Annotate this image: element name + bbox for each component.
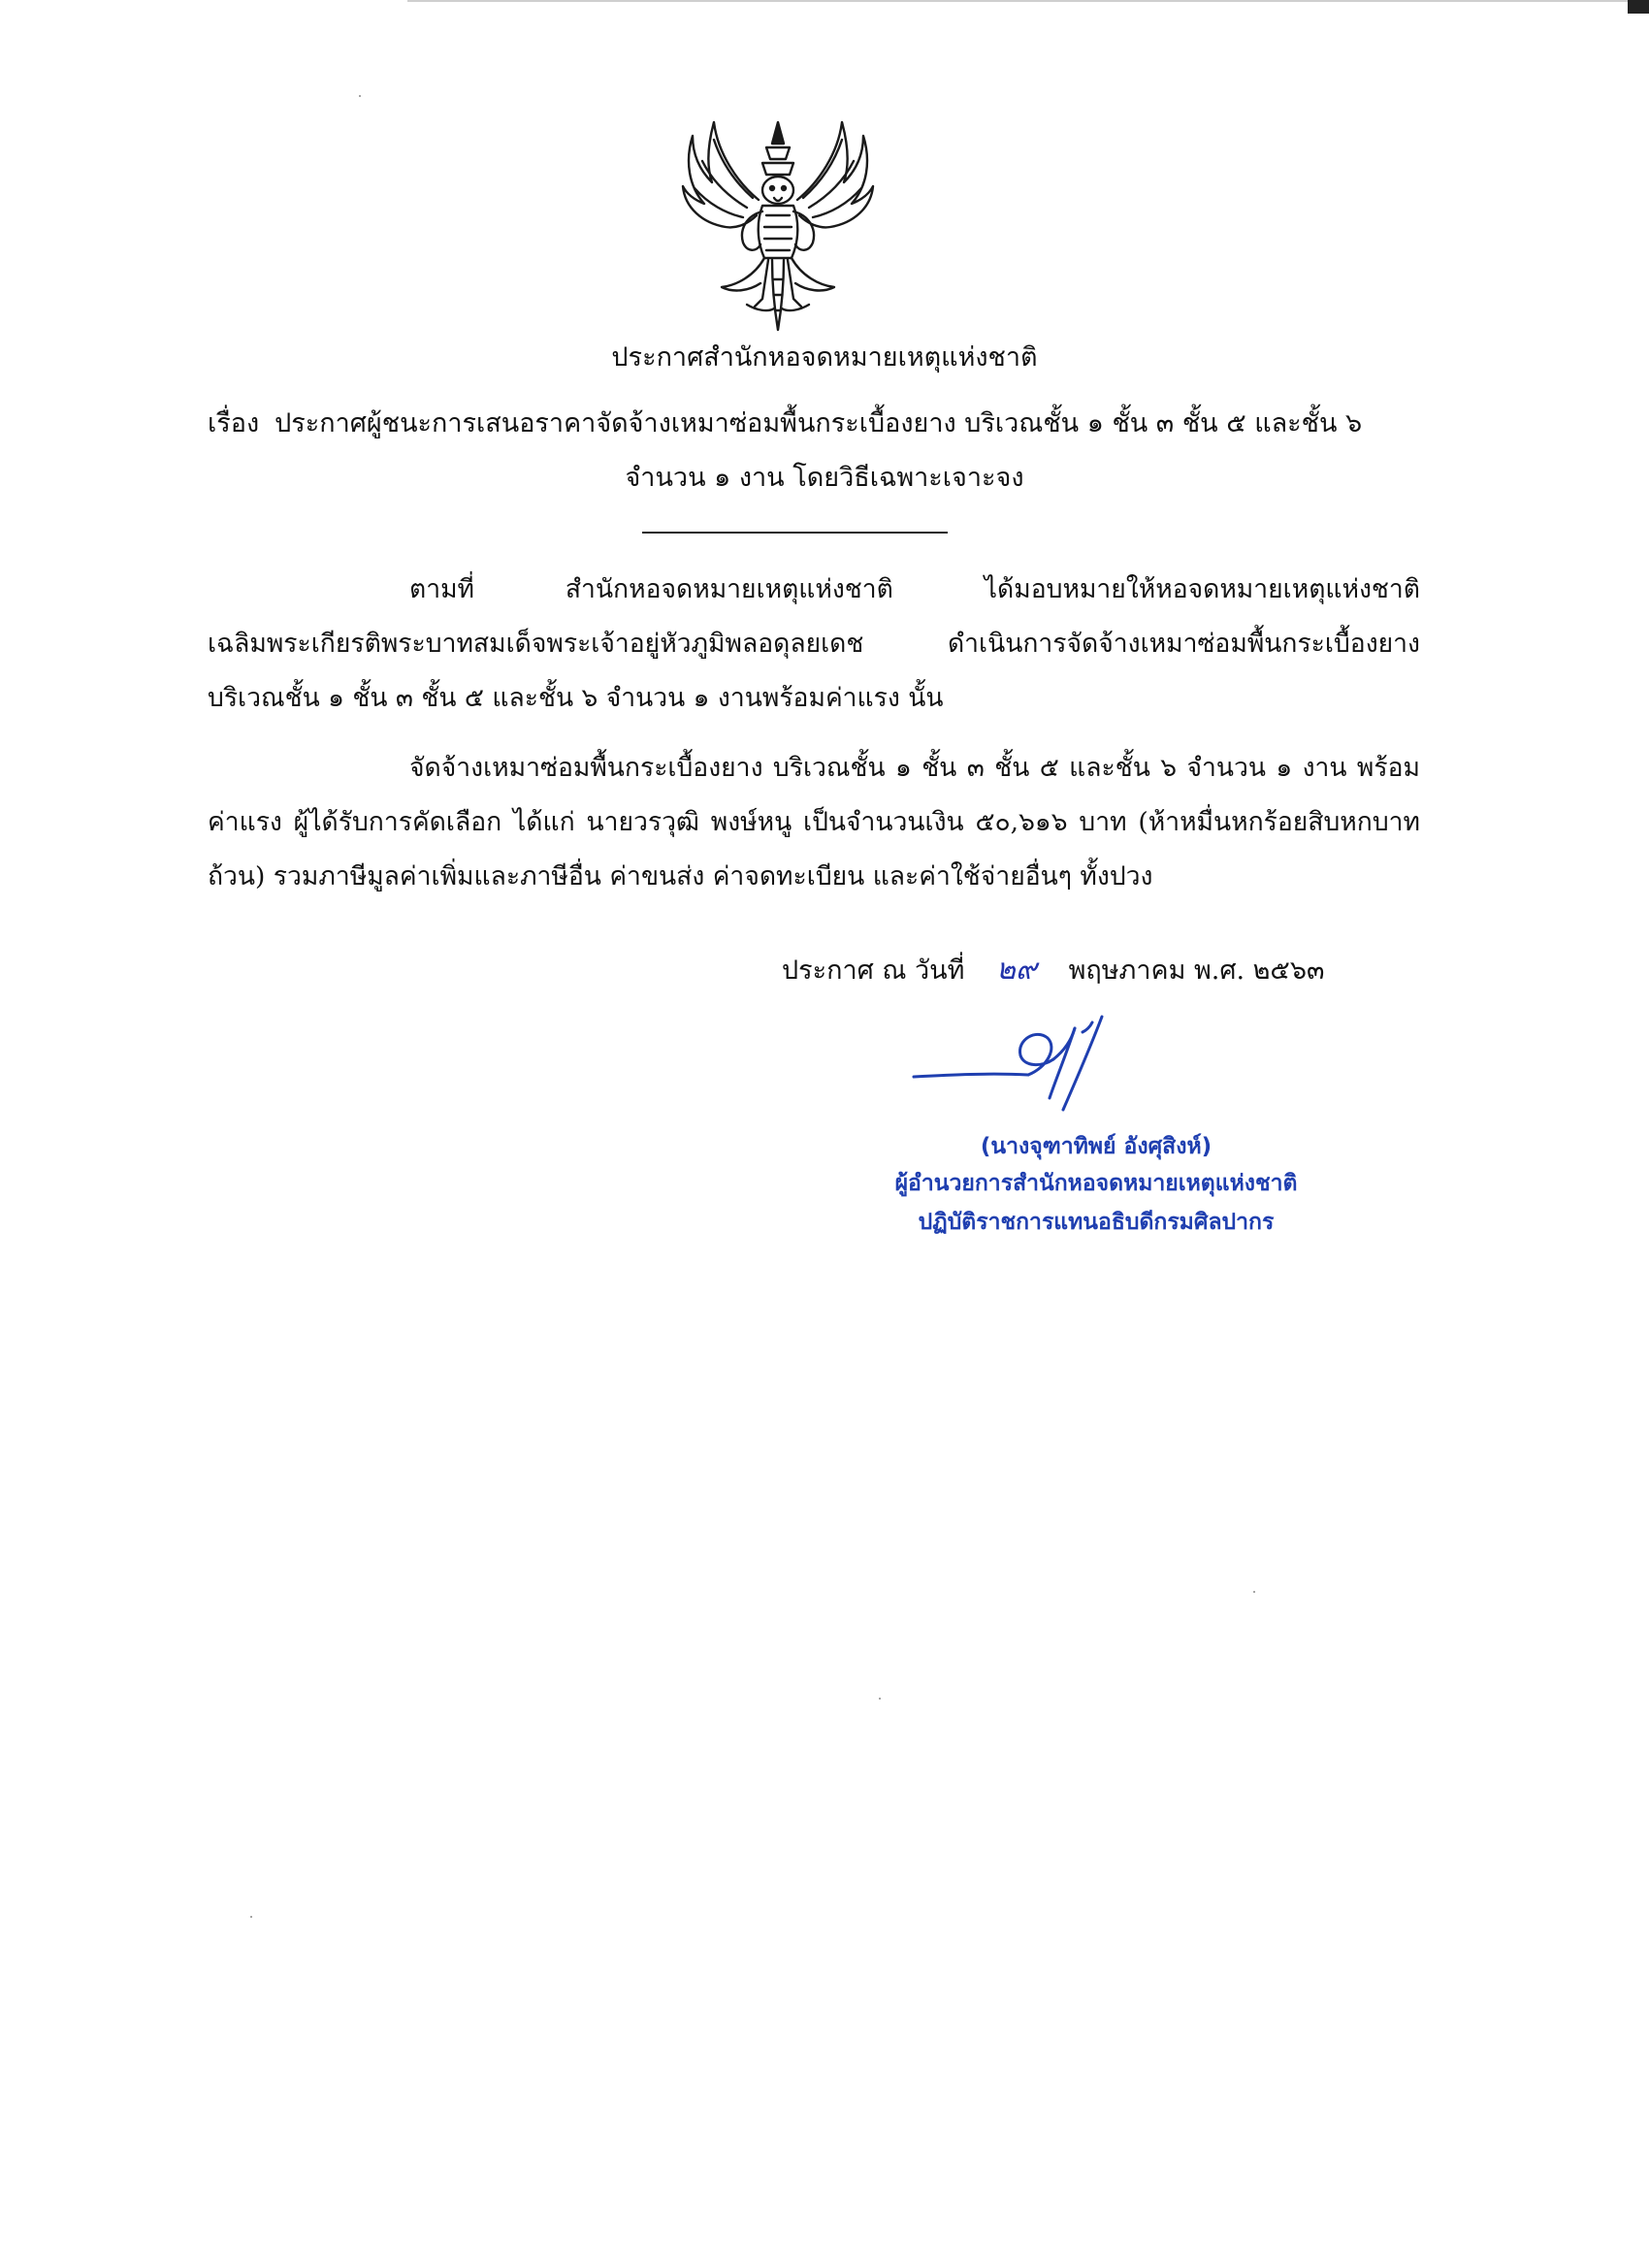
title-divider — [642, 532, 948, 534]
paragraph-1-text: ตามที่ สำนักหอจดหมายเหตุแห่งชาติ ได้มอบหมายให้หอจดหมายเหตุแห่งชาติเฉลิมพระเกียรติพระบาทสมเด็จพระเจ้าอยู่หัวภูมิพลอดุลยเดช ดำเนินการจัดจ้างเหมาซ่อมพื้นกระเบื้องยาง บริเวณชั้น ๑ ชั้น ๓ ชั้น ๕ และชั้น ๖ จำนวน ๑ งานพร้อมค่าแรง นั้น — [208, 574, 1420, 713]
signatory-name: (นางจุฑาทิพย์ อังศุสิงห์) — [980, 1134, 1212, 1159]
handwritten-signature — [912, 1009, 1164, 1116]
scan-edge-mark — [1628, 0, 1649, 14]
subject-text-line1: ประกาศผู้ชนะการเสนอราคาจัดจ้างเหมาซ่อมพื้นกระเบื้องยาง บริเวณชั้น ๑ ชั้น ๓ ชั้น ๕ และชั้น ๖ — [275, 408, 1363, 438]
paragraph-1 — [208, 563, 1420, 726]
scan-speck — [1253, 1591, 1255, 1593]
scan-speck — [359, 95, 361, 97]
garuda-emblem-icon — [679, 114, 877, 338]
paragraph-2 — [208, 741, 1420, 904]
subject-line — [208, 405, 1469, 442]
paragraph-2-text: จัดจ้างเหมาซ่อมพื้นกระเบื้องยาง บริเวณชั้น ๑ ชั้น ๓ ชั้น ๕ และชั้น ๖ จำนวน ๑ งาน พร้อมค่าแรง ผู้ได้รับการคัดเลือก ได้แก่ นายวรวุฒิ พงษ์หนู เป็นจำนวนเงิน ๕๐,๖๑๖ บาท (ห้าหมื่นหกร้อยสิบหกบาทถ้วน) รวมภาษีมูลค่าเพิ่มและภาษีอื่น ค่าขนส่ง ค่าจดทะเบียน และค่าใช้จ่ายอื่นๆ ทั้งปวง — [208, 753, 1420, 891]
scan-speck — [250, 1916, 252, 1918]
scan-top-line — [407, 0, 1628, 2]
scan-speck — [879, 1698, 881, 1700]
subject-text-line2: จำนวน ๑ งาน โดยวิธีเฉพาะเจาะจง — [625, 463, 1024, 493]
document-title: ประกาศสำนักหอจดหมายเหตุแห่งชาติ — [611, 342, 1038, 373]
signatory-position-1: ผู้อำนวยการสำนักหอจดหมายเหตุแห่งชาติ — [894, 1171, 1298, 1196]
signatory-position-2: ปฏิบัติราชการแทนอธิบดีกรมศิลปากร — [918, 1210, 1275, 1235]
date-month-year: พฤษภาคม พ.ศ. ๒๕๖๓ — [1068, 956, 1325, 986]
date-day-handwritten: ๒๙ — [996, 953, 1037, 987]
date-prefix: ประกาศ ณ วันที่ — [782, 956, 965, 986]
announcement-date — [782, 951, 1324, 990]
subject-label: เรื่อง — [208, 408, 260, 438]
